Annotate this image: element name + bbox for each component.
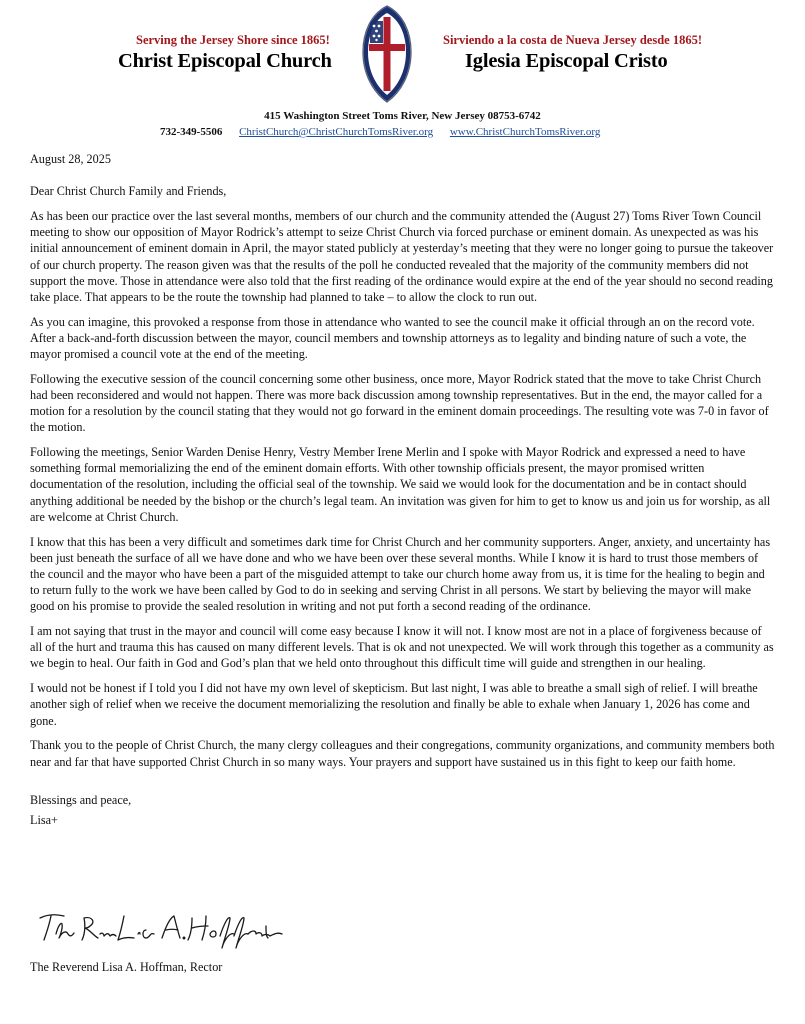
paragraph-1: As has been our practice over the last several months, members of our church and the community attended the (August 27) Toms River Town Council meeting to show our opposition of Mayor Rodrick’s attempt to seize Christ Church via forced purchase or eminent domain. As unexpected as was his initial announcement of eminent domain in April, the mayor stated publicly at yesterday’s meeting that they were no longer going to pursue the takeover of our church property. The reason given was that the results of the poll he conducted revealed that the majority of the community members did not support the move. Those in attendance were also told that the first reading of the ordinance would expire at the end of the year should no second reading take place. That appears to be the route the township had planned to take – to allow the clock to run out.	[30, 208, 774, 304]
letter-date: August 28, 2025	[30, 152, 111, 166]
church-name-spanish: Iglesia Episcopal Cristo	[465, 50, 668, 72]
website-link[interactable]: www.ChristChurchTomsRiver.org	[449, 126, 601, 138]
episcopal-shield-icon	[361, 4, 413, 104]
paragraph-6: I am not saying that trust in the mayor and council will come easy because I know it will not. I know most are not in a place of forgiveness because of all of the hurt and trauma this has caused on many different levels. That is ok and not unexpected. We will work through this together as a community as we begin to heal. Our faith in God and God’s plan that we held onto throughout this difficult time will guide and strengthen in our healing.	[30, 624, 774, 671]
paragraph-3: Following the executive session of the council concerning some other business, once more, Mayor Rodrick stated that the move to take Christ Church had been reconsidered and would not happen. There was more back discussion among township representatives. But in the end, the mayor called for a motion for a resolution by the council stating that they would not go forward in the eminent domain proceedings. The resulting vote was 7-0 in favor of the motion.	[30, 371, 769, 435]
paragraph-7: I would not be honest if I told you I did not have my own level of skepticism. But last night, I was able to breathe a small sigh of relief. I will breathe another sigh of relief when we receive the document memorializing the resolution and finally be able to exhale when January 1, 2026 has come and gone.	[30, 681, 758, 728]
tagline-english: Serving the Jersey Shore since 1865!	[136, 33, 330, 47]
closing: Blessings and peace,	[30, 792, 132, 807]
phone-number: 732-349-5506	[160, 126, 223, 138]
contact-line	[160, 126, 600, 138]
short-signature: Lisa+	[30, 812, 58, 827]
paragraph-8: Thank you to the people of Christ Church, the many clergy colleagues and their congregations, community organizations, and community members both near and far that have supported Christ Church in so many ways. Your prayers and support have sustained us in this fight to keep our faith home.	[30, 738, 775, 769]
paragraph-2: As you can imagine, this provoked a response from those in attendance who wanted to see the council make it official through an on the record vote. After a back-and-forth discussion between the mayor, council members and township attorneys as to legality and binding nature of such a vote, the mayor promised a council vote at the end of the meeting.	[30, 314, 755, 362]
church-address: 415 Washington Street Toms River, New Jersey 08753-6742	[264, 110, 541, 122]
handwritten-signature	[34, 904, 284, 952]
church-name-english: Christ Episcopal Church	[118, 50, 332, 72]
signer-name: The Reverend Lisa A. Hoffman, Rector	[30, 960, 223, 974]
paragraph-5: I know that this has been a very difficult and sometimes dark time for Christ Church and her community supporters. Anger, anxiety, and uncertainty has been just beneath the surface of all we have done and who we have been over these several months. While I know it is hard to trust those members of the council and the mayor who have been a part of the misguided attempt to take our church home away from us, it is time for the healing to begin and to return fully to the work we have been called by God to do in seeking and serving Christ in all persons. We start by believing the mayor will make good on his promise to provide the sealed resolution in writing and not put forth a second reading of the ordinance.	[30, 534, 771, 614]
paragraph-4: Following the meetings, Senior Warden Denise Henry, Vestry Member Irene Merlin and I spoke with Mayor Rodrick and expressed a need to have something formal memorializing the end of the eminent domain efforts. With other township officials present, the mayor promised written documentation of the resolution, including the official seal of the township. We said we would look for the documentation and be in contact should anything additional be needed by the bishop or the church’s legal team. An invitation was given for him to get to know us and join us for worship, as all are welcome at Christ Church.	[30, 445, 771, 524]
email-link[interactable]: ChristChurch@ChristChurchTomsRiver.org	[239, 126, 434, 138]
tagline-spanish: Sirviendo a la costa de Nueva Jersey desde 1865!	[443, 33, 703, 47]
letter-body	[30, 151, 775, 837]
salutation: Dear Christ Church Family and Friends,	[30, 184, 227, 199]
